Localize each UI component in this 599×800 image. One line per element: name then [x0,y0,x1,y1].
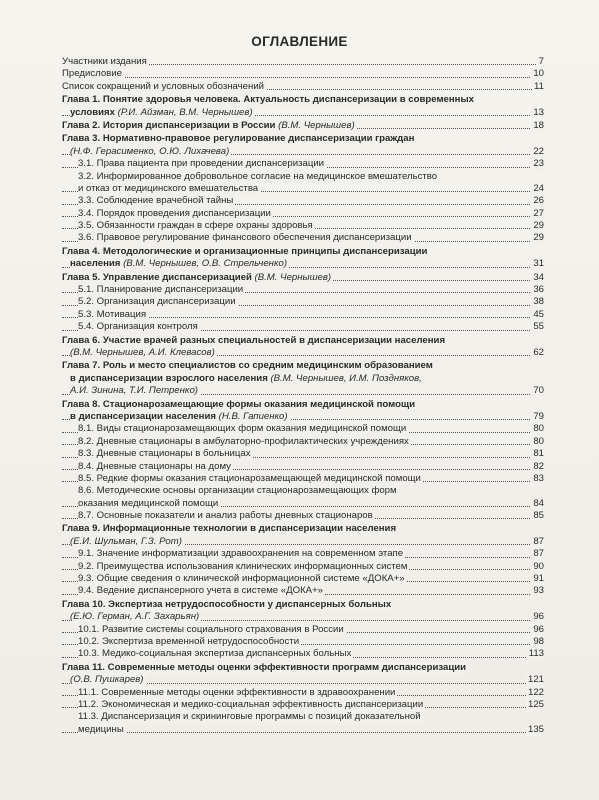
toc-entry-title [62,272,333,284]
toc-entry-title [78,573,407,585]
toc-entry-text: 8.6. Методические основы организации стационарозамещающих форм [78,485,397,497]
toc-entry-text: 3.1. Права пациента при проведении диспансеризации [78,158,325,170]
toc-entry-text: 11.2. Экономическая и медико-социальная эффективность диспансеризации [78,698,424,710]
toc-entry-text: 3.4. Порядок проведения диспансеризации [78,207,271,219]
toc-entry-page: 98 [533,635,544,647]
toc-entry-title [62,56,149,68]
toc-entry-text: 9.3. Общие сведения о клинической информационной системе «ДОКА+» [78,573,405,585]
toc-entry-text: Глава 10. Экспертиза нетрудоспособности у диспансерных больных [62,598,392,610]
toc-entry-text: 11.3. Диспансеризация и скрининговые программы с позиций доказательной [78,711,421,723]
toc-entry-title [70,146,231,158]
toc-entry [62,195,544,207]
toc-entry-text: 11.1. Современные методы оценки эффективности в здравоохранении [78,686,396,698]
toc-entry [62,56,544,68]
toc-entry-text: 8.5. Редкие формы оказания стационарозамещающей медицинской помощи [78,472,421,484]
toc-entry-authors: (В.М. Чернышев, А.И. Клевасов) [70,346,215,358]
toc-entry-title [78,648,353,660]
toc-entry-authors: (В.М. Чернышев, И.М. Поздняков, [267,372,422,384]
toc-entry-title [78,423,408,435]
toc-entry-page: 38 [533,296,544,308]
toc-entry-title [78,183,260,195]
toc-entry-text: 5.4. Организация контроля [78,321,198,333]
toc-entry [62,399,544,411]
toc-entry [62,94,544,106]
toc-entry-title [62,120,357,132]
toc-entry [62,321,544,333]
toc-entry-title [78,510,375,522]
toc-entry [62,158,544,170]
toc-entry-authors: (Р.И. Айзман, В.М. Чернышев) [115,106,253,118]
toc-entry [62,220,544,232]
toc-entry [62,146,544,158]
toc-entry-page: 13 [533,106,544,118]
toc-entry-title [70,536,184,548]
toc-entry-text: в диспансеризации взрослого населения [70,372,268,384]
toc-entry-authors: (Е.Ю. Герман, А.Г. Захарьян) [70,611,200,623]
toc-entry [62,272,544,284]
toc-entry-text: Глава 8. Стационарозамещающие формы оказания медицинской помощи [62,398,415,410]
toc-entry-text: оказания медицинской помощи [78,497,219,509]
toc-entry [62,636,544,648]
toc-entry-text: в диспансеризации населения [70,410,216,422]
toc-entry-text: 10.2. Экспертиза временной нетрудоспособности [78,635,300,647]
toc-entry-text: Глава 4. Методологические и организационные принципы диспансеризации [62,245,428,257]
toc-entry [62,561,544,573]
toc-entry [62,246,544,258]
toc-entry-text: Список сокращений и условных обозначений [62,80,265,92]
toc-entry-page: 87 [533,548,544,560]
toc-entry-title [78,220,315,232]
toc-entry-authors: А.И. Зинина, Т.И. Петренко) [70,385,198,397]
toc-entry-text: и отказ от медицинского вмешательства [78,182,259,194]
toc-entry [62,485,544,497]
toc-entry-page: 24 [533,182,544,194]
toc-entry-title [70,258,289,270]
toc-entry [62,436,544,448]
toc-entry [62,347,544,359]
toc-entry-authors: (Н.В. Гапиенко) [215,410,288,422]
toc-entry-text: 10.1. Развитие системы социального страхования в России [78,623,344,635]
toc-entry-title [62,133,416,145]
toc-entry-title [62,246,429,258]
toc-entry-text: 5.3. Мотивация [78,308,147,320]
toc-entry-title [78,699,425,711]
toc-entry-text: условиях [70,106,115,118]
toc-entry-title [78,624,346,636]
toc-entry-authors: (В.М. Чернышев) [251,271,332,283]
toc-entry-title [78,485,399,497]
toc-entry-page: 36 [533,284,544,296]
toc-entry-text: Глава 1. Понятие здоровья человека. Актуальность диспансеризации в современных [62,94,475,106]
toc-entry-authors: (В.М. Чернышев, О.В. Стрельченко) [120,258,288,270]
toc-entry [62,120,544,132]
toc-entry [62,585,544,597]
toc-entry-title [70,411,290,423]
toc-entry-page: 80 [533,435,544,447]
toc-entry [62,510,544,522]
page-title: ОГЛАВЛЕНИЕ [251,34,348,49]
toc-entry-page: 29 [533,220,544,232]
toc-entry-title [78,309,148,321]
toc-entry-page: 84 [533,497,544,509]
toc-entry-text: Глава 9. Информационные технологии в диспансеризации населения [62,523,397,535]
toc-entry-title [78,208,273,220]
toc-entry-page: 70 [533,385,544,397]
toc-entry [62,448,544,460]
toc-entry-text: 3.5. Обязанности граждан в сфере охраны здоровья [78,220,313,232]
toc-entry-text: Глава 11. Современные методы оценки эффективности программ диспансеризации [62,661,467,673]
toc-entry-title [78,473,423,485]
toc-entry [62,171,544,183]
toc-entry-title [62,335,447,347]
toc-entry [62,335,544,347]
toc-entry-page: 27 [533,207,544,219]
toc-entry [62,662,544,674]
toc-entry-text: Глава 5. Управление диспансеризацией [62,271,252,283]
toc-entry-title [62,599,393,611]
toc-entry [62,711,544,723]
toc-entry-text: 9.1. Значение информатизации здравоохранения на современном этапе [78,548,404,560]
toc-entry-title [70,385,200,397]
toc-entry [62,68,544,80]
toc-entry [62,599,544,611]
toc-entry-page: 45 [533,308,544,320]
toc-entry-text: Глава 2. История диспансеризации в России [62,119,276,131]
toc-entry [62,373,544,385]
toc-entry-title [78,232,414,244]
toc-entry-page: 121 [527,674,544,686]
toc-entry-page: 96 [533,611,544,623]
toc-entry-page: 113 [528,648,544,660]
toc-entry-title [78,461,233,473]
toc-entry-title [78,687,397,699]
toc-entry-text: Предисловие [62,68,122,80]
toc-entry-title [62,81,266,93]
toc-entry-page: 10 [533,68,544,80]
toc-entry-page: 80 [533,423,544,435]
toc-entry-title [78,585,325,597]
toc-entry [62,107,544,119]
toc-entry-title [78,636,301,648]
toc-entry-title [78,448,253,460]
toc-entry-title [78,171,439,183]
toc-entry-page: 7 [538,56,544,67]
toc-entry-page: 31 [533,258,544,270]
toc-entry-page: 62 [533,346,544,358]
toc-entry [62,498,544,510]
toc-entry-text: 3.2. Информированное добровольное согласие на медицинское вмешательство [78,170,438,182]
toc-entry-title [78,296,238,308]
toc-entry-page: 96 [533,623,544,635]
toc-entry-page: 18 [533,119,544,131]
toc-entry-title [62,662,468,674]
toc-entry-title [62,399,417,411]
toc-entry-text: 9.2. Преимущества использования клинических информационных систем [78,560,408,572]
toc-entry-page: 55 [533,321,544,333]
toc-entry [62,648,544,660]
toc-entry-title [62,360,435,372]
toc-entry-text: 8.4. Дневные стационары на дому [78,460,231,472]
toc-entry [62,536,544,548]
toc-entry [62,309,544,321]
toc-entry-text: 10.3. Медико-социальная экспертиза диспансерных больных [78,648,352,660]
toc-entry [62,523,544,535]
toc-entry [62,258,544,270]
toc-entry [62,724,544,736]
toc-entry-title [62,523,398,535]
toc-entry-title [70,107,255,119]
toc-entry-page: 81 [533,448,544,460]
toc-entry-text: медицины [78,723,124,735]
toc-entry-title [70,373,424,385]
toc-entry-page: 90 [533,560,544,572]
toc-entry-title [70,347,217,359]
toc-entry-title [78,561,409,573]
toc-entry-title [70,674,146,686]
toc-entry-text: 8.7. Основные показатели и анализ работы дневных стационаров [78,510,373,522]
toc-entry-page: 26 [533,195,544,207]
toc-entry [62,423,544,435]
toc-entry-title [78,284,245,296]
toc-entry-page: 125 [527,698,544,710]
toc-entry-title [78,498,220,510]
table-of-contents [62,56,544,736]
toc-entry-authors: (О.В. Пушкарев) [70,674,144,686]
toc-entry-text: 5.1. Планирование диспансеризации [78,284,244,296]
toc-entry [62,573,544,585]
toc-entry-page: 23 [533,158,544,170]
toc-entry-text: 3.3. Соблюдение врачебной тайны [78,195,234,207]
toc-entry [62,548,544,560]
toc-entry [62,385,544,397]
toc-entry [62,473,544,485]
toc-entry-title [62,94,476,106]
toc-entry-title [78,724,126,736]
toc-entry-authors: (Н.Ф. Герасименко, О.Ю. Лихачева) [70,145,230,157]
toc-entry-page: 11 [534,80,544,92]
toc-entry [62,461,544,473]
toc-entry-authors: (В.М. Чернышев) [275,119,355,131]
toc-entry-text: Глава 6. Участие врачей разных специальностей в диспансеризации населения [62,334,446,346]
toc-entry [62,296,544,308]
toc-entry [62,81,544,93]
toc-entry-title [78,548,405,560]
toc-entry [62,183,544,195]
toc-entry-page: 83 [533,472,544,484]
toc-entry-title [78,195,235,207]
toc-entry-page: 29 [533,232,544,244]
toc-entry-page: 34 [533,271,544,283]
toc-entry-title [78,321,200,333]
toc-entry-text: 8.1. Виды стационарозамещающих форм оказания медицинской помощи [78,423,407,435]
toc-entry-text: 8.2. Дневные стационары в амбулаторно-профилактических учреждениях [78,435,409,447]
toc-entry-text: 9.4. Ведение диспансерного учета в системе «ДОКА+» [78,585,324,597]
toc-entry-text: 8.3. Дневные стационары в больницах [78,448,251,460]
toc-entry [62,411,544,423]
toc-entry-title [78,436,411,448]
toc-entry-page: 85 [533,510,544,522]
toc-entry [62,699,544,711]
toc-entry-text: 3.6. Правовое регулирование финансового обеспечения диспансеризации [78,232,412,244]
toc-entry-page: 79 [533,410,544,422]
toc-entry-page: 93 [533,585,544,597]
toc-entry-text: Глава 7. Роль и место специалистов со средним медицинским образованием [62,360,433,372]
toc-entry [62,611,544,623]
toc-entry-title [78,711,423,723]
toc-entry [62,360,544,372]
toc-entry-page: 82 [533,460,544,472]
toc-entry-text: 5.2. Организация диспансеризации [78,296,236,308]
toc-entry [62,624,544,636]
toc-entry [62,674,544,686]
toc-entry-title [78,158,326,170]
toc-entry-authors: (Е.И. Шульман, Г.З. Рот) [70,535,182,547]
toc-entry [62,284,544,296]
toc-entry-page: 91 [533,573,544,585]
toc-entry [62,687,544,699]
toc-entry-text: населения [70,258,121,270]
toc-entry-text: Участники издания [62,56,147,67]
toc-entry-title [70,611,201,623]
toc-entry-page: 87 [533,535,544,547]
toc-entry-page: 135 [527,723,544,735]
toc-entry-text: Глава 3. Нормативно-правовое регулирование диспансеризации граждан [62,133,415,145]
toc-entry-page: 22 [533,145,544,157]
toc-entry-page: 122 [527,686,544,698]
toc-entry [62,232,544,244]
toc-entry [62,208,544,220]
toc-entry [62,133,544,145]
toc-entry-title [62,68,124,80]
